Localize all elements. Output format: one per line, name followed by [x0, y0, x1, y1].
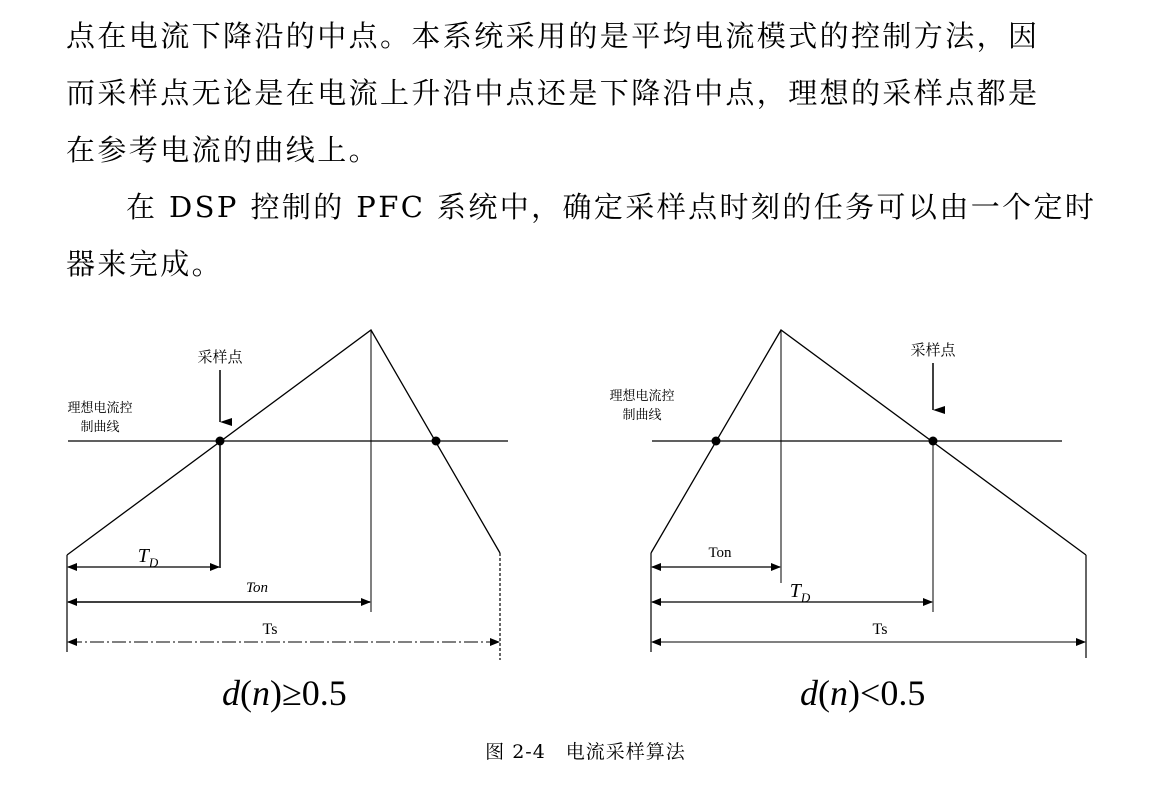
control-curve-label-2: 制曲线 [80, 420, 120, 435]
paragraph-2 [66, 179, 1096, 293]
falling-edge-dot [432, 437, 441, 446]
paragraph-2-line-2: 器来完成。 [66, 247, 224, 281]
formula-value: 0.5 [301, 673, 347, 713]
ton-label: Ton [708, 545, 732, 561]
formula-func: d [222, 673, 240, 713]
td-label: $T_D$ [789, 580, 811, 605]
control-curve-label-1: 理想电流控 [609, 389, 675, 404]
paragraph-2-line-1: 在 DSP 控制的 PFC 系统中，确定采样点时刻的任务可以由一个定时 [126, 190, 1097, 224]
td-label: $T_D$ [137, 545, 159, 570]
right-condition-formula: d(n)<0.5 [800, 673, 926, 713]
paragraph-1-line-2: 而采样点无论是在电流上升沿中点还是下降沿中点，理想的采样点都是 [66, 76, 1040, 110]
left-condition-formula: d(n)≥0.5 [222, 673, 347, 713]
formula-func: d [800, 673, 818, 713]
sample-point-label: 采样点 [910, 341, 956, 359]
formula-var: n [830, 673, 848, 713]
ts-label: Ts [872, 621, 888, 638]
right-diagram [609, 330, 1086, 658]
sample-point-dot [216, 437, 225, 446]
control-curve-label-2: 制曲线 [622, 408, 662, 423]
paragraph-1 [66, 8, 1039, 179]
sample-point-label: 采样点 [197, 348, 243, 366]
left-diagram [67, 330, 508, 660]
formula-op: < [860, 673, 881, 713]
current-sampling-figure [0, 300, 1171, 670]
figure-caption: 图 2-4 电流采样算法 [485, 741, 686, 763]
paragraph-1-line-3: 在参考电流的曲线上。 [66, 133, 381, 167]
sample-point-dot [929, 437, 938, 446]
control-curve-label-1: 理想电流控 [67, 401, 133, 416]
formula-var: n [252, 673, 270, 713]
formula-op: ≥ [282, 673, 302, 713]
ts-label: Ts [262, 621, 278, 638]
ton-label: Ton [246, 580, 268, 596]
rising-edge-dot [712, 437, 721, 446]
paragraph-1-line-1: 点在电流下降沿的中点。本系统采用的是平均电流模式的控制方法，因 [66, 19, 1040, 53]
formula-value: 0.5 [880, 673, 926, 713]
